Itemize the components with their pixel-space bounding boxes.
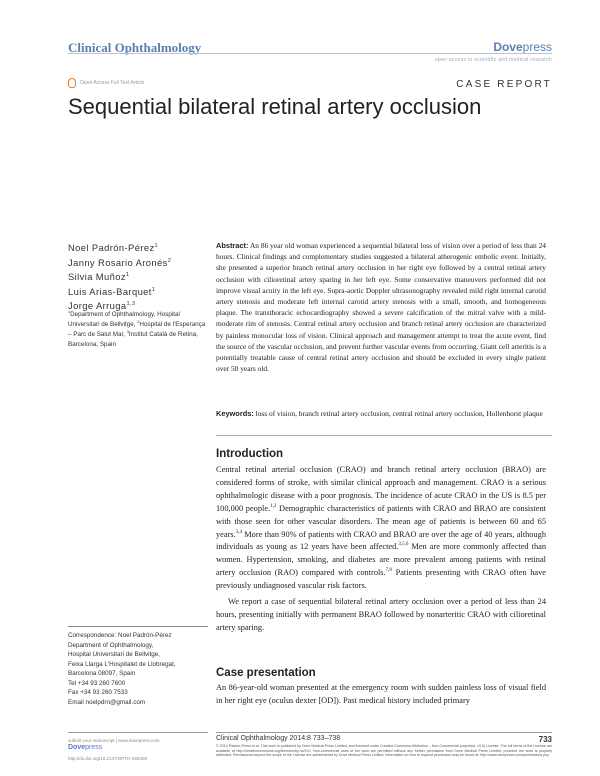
abstract-text: An 86 year old woman experienced a sequential bilateral loss of vision over a period of less than 24 hours. Clinical findings and complementary studies suggested a bilateral atherogenic embolic event. Initially, she presented a superior branch retinal artery occlusion in her right eye followed by a central retinal artery occlusion with cilioretinal artery sparing in her left eye. Some conservative maneuvers performed did not improve visual acuity in the left eye. Supra-aortic Doppler ultrasonography revealed mild right internal carotid artery stenosis and moderate left internal carotid artery stenosis with a small, smooth, and homogeneous plaque. The transthoracic echocardiography showed a severe calcification of the mitral valve with a mild-moderate rim of stenosis. Central retinal artery occlusion and branch retinal artery occlusion are characterized by painless monocular loss of vision. Clinical approach and management attempt to treat the acute event, find the source of the vascular occlusion, and prevent further vascular events from occurring. Giant cell arteritis is a potentially treatable cause of central retinal artery occlusion and should be excluded in every single patient over 50 years old. (216, 241, 546, 374)
footer-publisher-logo: Dovepress (68, 744, 103, 751)
introduction-heading: Introduction (216, 448, 284, 460)
header-rule (68, 53, 552, 54)
author: Luis Arias-Barquet$^1$ (68, 285, 156, 297)
keywords (216, 408, 546, 419)
paragraph: An 86-year-old woman presented at the emergency room with sudden painless loss of visual field in her right eye (oculus dexter [OD]). Past medical history included primary (216, 683, 546, 705)
open-lock-icon (68, 78, 76, 88)
publisher-rest: press (522, 40, 552, 54)
author-list (68, 241, 171, 314)
author: Jorge Arruga$^{1,3}$ (68, 300, 136, 311)
correspondence: Correspondence: Noel Padrón-Pérez Department of Ophthalmology, Hospital Universitari de Bellvitge, Feixa Llarga L'Hospitalet de Llobregat, Barcelona 08097, Spain Tel +34 93 260 7600 Fax +34 93 260 7533 Email noelpdrn@gmail.com (68, 631, 208, 707)
article-title: Sequential bilateral retinal artery occlusion (68, 94, 482, 119)
case-body (216, 682, 546, 708)
paragraph: Central retinal arterial occlusion (CRAO) and branch retinal artery occlusion (BRAO) are considered forms of stroke, with similar clinical approach and management. CRAO is a serious ophthalmologic disease with a poor prognosis. The incidence of acute CRAO in the US is 8.5 per 100,000 people.$^{1,2}$ Demographic characteristics of patients with CRAO and BRAO are consistent with those seen for other vascular disorders. The mean age of patients is between 60 and 65 years.$^{3,4}$ More than 90% of patients with CRAO and BRAO are over the age of 40 years, although individuals as young as 12 years have been affected.$^{3,5,6}$ Men are more commonly affected than women. Hypertension, smoking, and diabetes are more prevalent among patients with retinal artery occlusion (RAO) compared with controls.$^{7,8}$ Patients presenting with CRAO often have previously undiagnosed vascular risk factors. (216, 465, 547, 591)
citation: Clinical Ophthalmology 2014:8 733–738 (216, 735, 341, 742)
publisher-tagline: open access to scientific and medical research (434, 57, 552, 63)
keywords-label: Keywords: (216, 409, 254, 418)
abstract (216, 240, 546, 374)
case-heading: Case presentation (216, 667, 316, 679)
author: Noel Padrón-Pérez$^1$ (68, 242, 159, 253)
paragraph: We report a case of sequential bilateral retinal artery occlusion over a period of less than 24 hours, presenting initially with permanent BRAO followed by nonarteritic CRAO with cilioretinal artery sparing. (216, 597, 546, 632)
introduction-body (216, 464, 546, 635)
correspondence-label: Correspondence: Noel Padrón-Pérez (68, 632, 172, 639)
abstract-label: Abstract: (216, 241, 249, 250)
doi-link[interactable]: http://dx.doi.org/10.2147/OPTH.S58408 (68, 756, 148, 761)
page-number: 733 (538, 735, 552, 744)
footer-rule (216, 732, 552, 733)
keywords-text: loss of vision, branch retinal artery occlusion, central retinal artery occlusion, Hollenhorst plaque (255, 409, 543, 418)
correspondence-rule (68, 626, 208, 627)
open-access-label (68, 78, 144, 88)
publisher-bold: Dove (493, 40, 523, 54)
license-text: © 2014 Padrón-Pérez et al. This work is published by Dove Medical Press Limited, and licensed under Creative Commons Attribution – Non Commercial (unported, v3.0) License. The full terms of the License are available at http://creativecommons.org/licenses/by-nc/3.0/. Non-commercial uses of the work are permitted without any further permission from Dove Medical Press Limited, provided the work is properly attributed. Permissions beyond the scope of the License are administered by Dove Medical Press Limited. Information on how to request permission may be found at: http://www.dovepress.com/permissions.php (216, 744, 552, 758)
footer-rule-left (68, 732, 208, 733)
open-access-text: Open Access Full Text Article (80, 80, 145, 86)
journal-name: Clinical Ophthalmology (68, 40, 202, 55)
submit-link[interactable]: submit your manuscript | www.dovepress.com (68, 738, 160, 743)
author: Janny Rosario Aronés$^2$ (68, 256, 172, 268)
publisher-logo[interactable] (493, 40, 552, 54)
article-type: CASE REPORT (456, 79, 552, 90)
correspondence-email[interactable]: Email noelpdrn@gmail.com (68, 698, 146, 706)
author: Silvia Muñoz$^1$ (68, 271, 130, 282)
abstract-rule (216, 435, 552, 436)
affiliations: $^1$Department of Ophthalmology, Hospital Universitari de Bellvitge, $^2$Hospital de l'Esperança – Parc de Salut Mar, $^3$Institut Català de Retina, Barcelona, Spain (68, 309, 206, 348)
